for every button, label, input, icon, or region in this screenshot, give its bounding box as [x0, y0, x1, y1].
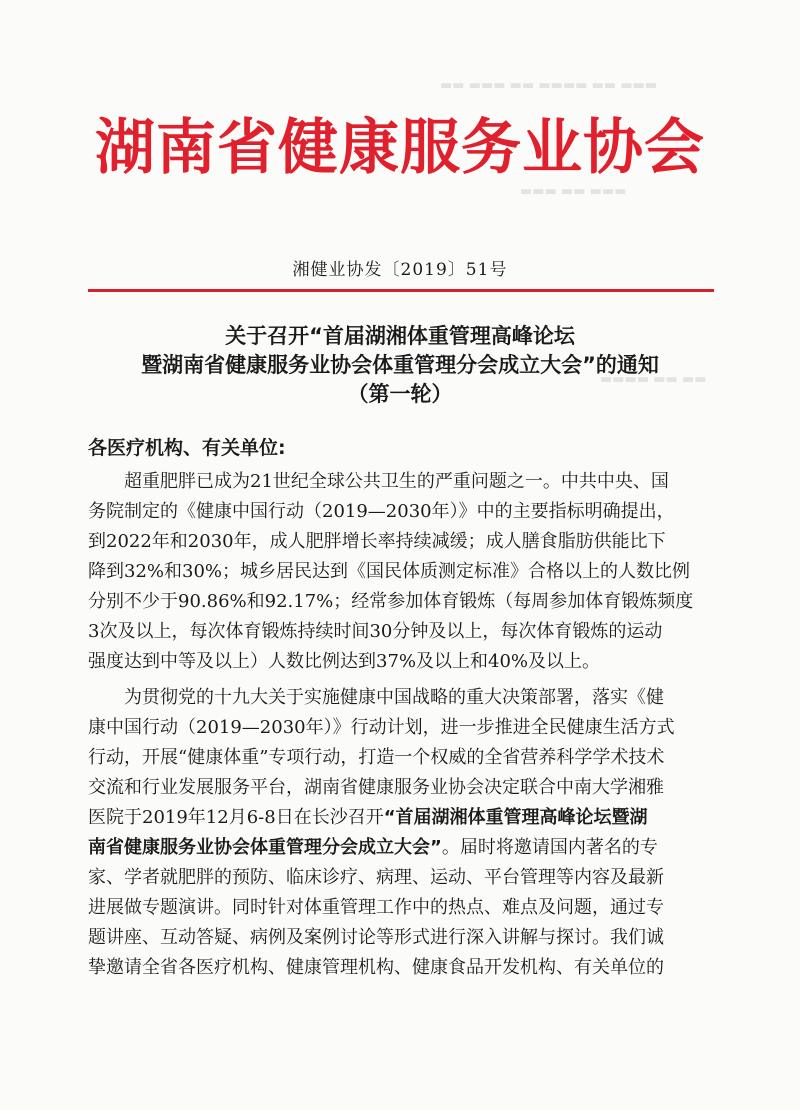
text-line: 务院制定的《健康中国行动（2019—2030年）》中的主要指标明确提出， [88, 501, 675, 522]
organization-letterhead: 湖南省健康服务业协会 [95, 113, 705, 183]
notice-title-line: 关于召开“首届湖湘体重管理高峰论坛 [225, 324, 575, 348]
text-segment: 。届时将邀请国内著名的专 [441, 837, 658, 858]
text-line: 降到32%和30%；城乡居民达到《国民体质测定标准》合格以上的人数比例 [88, 561, 691, 582]
paragraph-announcement [88, 683, 718, 983]
text-line: 进展做专题演讲。同时针对体重管理工作中的热点、难点及问题，通过专 [88, 897, 664, 918]
text-segment: 医院于2019年12月6-8日在长沙召开 [88, 807, 384, 828]
paragraph-background [88, 467, 718, 677]
text-line: 为贯彻党的十九大关于实施健康中国战略的重大决策部署，落实《健 [124, 687, 664, 708]
text-line [88, 803, 718, 833]
event-name-emphasis: 南省健康服务业协会体重管理分会成立大会” [88, 837, 442, 858]
text-line: 题讲座、互动答疑、病例及案例讨论等形式进行深入讲解与探讨。我们诚 [88, 927, 664, 948]
document-number: 湘健业协发〔2019〕51号 [292, 260, 508, 280]
salutation: 各医疗机构、有关单位: [88, 437, 286, 459]
red-divider-line [88, 289, 714, 292]
text-line: 挚邀请全省各医疗机构、健康管理机构、健康食品开发机构、有关单位的 [88, 957, 664, 978]
text-line: 强度达到中等及以上）人数比例达到37%及以上和40%及以上。 [88, 651, 601, 672]
text-line: 3次及以上，每次体育锻炼持续时间30分钟及以上，每次体育锻炼的运动 [88, 621, 663, 642]
event-name-emphasis: “首届湖湘体重管理高峰论坛暨湖 [383, 807, 648, 828]
bleed-through-mark: ▬▬▬▬ ▬▬ ▬▬ [600, 372, 707, 387]
text-line: 分别不少于90.86%和92.17%；经常参加体育锻炼（每周参加体育锻炼频度 [88, 591, 694, 612]
text-line: 康中国行动（2019—2030年）》行动计划，进一步推进全民健康生活方式 [88, 717, 675, 738]
text-line: 超重肥胖已成为21世纪全球公共卫生的严重问题之一。中共中央、国 [124, 471, 669, 492]
notice-title-line: 暨湖南省健康服务业协会体重管理分会成立大会”的通知 [141, 353, 659, 377]
text-line: 交流和行业发展服务平台，湖南省健康服务业协会决定联合中南大学湘雅 [88, 777, 664, 798]
text-line: 家、学者就肥胖的预防、临床诊疗、病理、运动、平台管理等内容及最新 [88, 867, 664, 888]
bleed-through-mark: ▬▬ ▬▬▬ ▬▬ ▬▬▬▬ ▬▬ ▬▬▬ [440, 78, 658, 93]
text-line: 行动，开展“健康体重”专项行动，打造一个权威的全省营养科学学术技术 [88, 747, 665, 768]
notice-title-line: （第一轮） [347, 382, 453, 406]
text-line: 到2022年和2030年，成人肥胖增长率持续减缓；成人膳食脂肪供能比下 [88, 531, 666, 552]
bleed-through-mark: ▬▬▬ ▬▬ ▬▬▬ [520, 184, 627, 199]
notice-body [88, 467, 718, 989]
notice-title [0, 322, 800, 409]
text-line [88, 833, 718, 863]
